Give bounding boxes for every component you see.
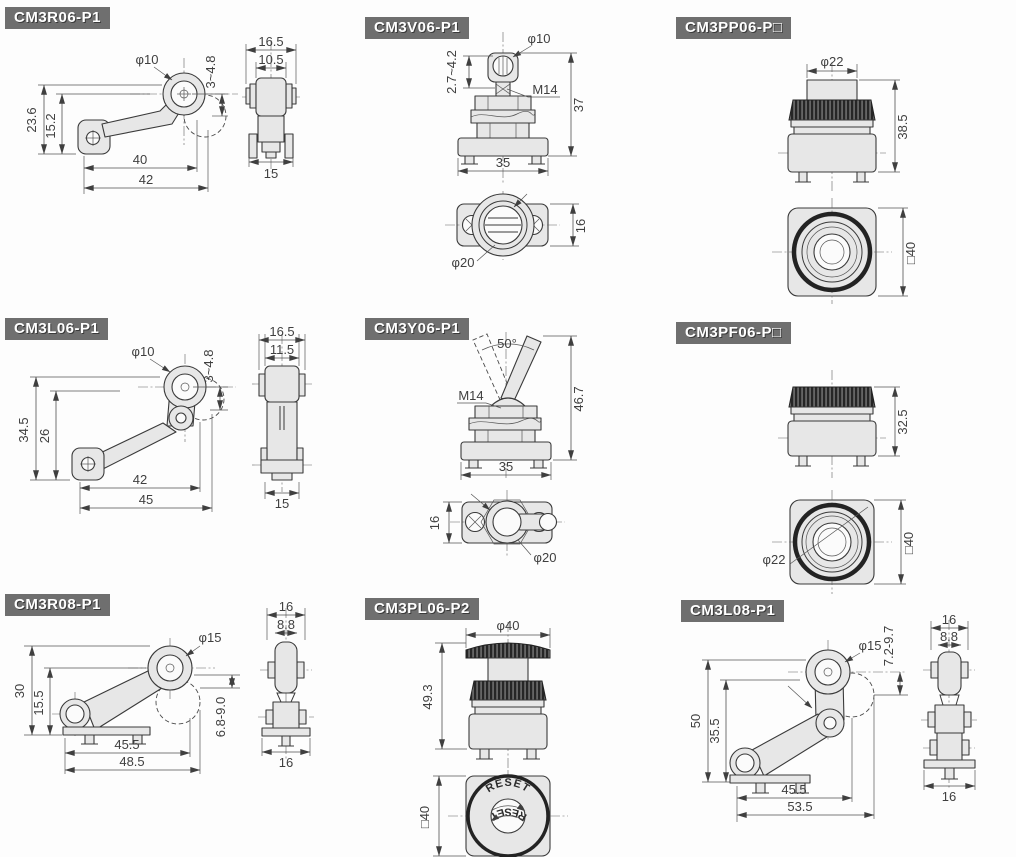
dim-label: 8.8 bbox=[939, 629, 959, 644]
dim-label: 35 bbox=[498, 459, 514, 474]
button-cap bbox=[807, 80, 857, 100]
panel-cm3l08-p1 bbox=[660, 590, 1016, 857]
body bbox=[788, 421, 876, 456]
stem bbox=[488, 658, 528, 681]
dim-label: φ15 bbox=[858, 638, 882, 653]
front-view bbox=[778, 62, 886, 192]
drawing-cm3l08-p1 bbox=[660, 590, 1016, 857]
dim-label: 42 bbox=[138, 172, 154, 187]
panel-cm3r08-p1 bbox=[0, 590, 340, 857]
mushroom-cap bbox=[466, 643, 550, 658]
dim-label: 15 bbox=[263, 166, 279, 181]
dim-label: φ10 bbox=[135, 52, 159, 67]
front-view bbox=[730, 640, 906, 793]
dim-label: 11.5 bbox=[269, 342, 295, 357]
part-label: CM3PP06-P□ bbox=[676, 17, 791, 39]
dim-label: φ22 bbox=[762, 552, 786, 567]
dim-label: 6.8-9.0 bbox=[213, 696, 228, 738]
dim-label: φ40 bbox=[496, 618, 520, 633]
part-label: CM3L08-P1 bbox=[681, 600, 784, 622]
drawing-cm3l06-p1 bbox=[0, 310, 340, 590]
dim-label: 45 bbox=[138, 492, 154, 507]
dim-label: 26 bbox=[37, 428, 52, 444]
dim-label: 35 bbox=[495, 155, 511, 170]
dim-label: 37 bbox=[571, 97, 586, 113]
drawing-cm3pl06-p2 bbox=[355, 590, 665, 857]
dim-label: 15.2 bbox=[43, 113, 58, 139]
dim-label: 45.5 bbox=[781, 782, 807, 797]
dim-label: 15 bbox=[274, 496, 290, 511]
dim-label: 50 bbox=[688, 713, 703, 729]
front-dimensions bbox=[874, 387, 910, 456]
part-label: CM3PF06-P□ bbox=[676, 322, 791, 344]
knurled-ring bbox=[789, 100, 875, 120]
dim-label: 2.7~4.2 bbox=[444, 50, 459, 94]
dim-label: □40 bbox=[417, 805, 432, 829]
panel-cm3l06-p1 bbox=[0, 310, 340, 590]
dim-label: □40 bbox=[901, 531, 916, 555]
roller-side bbox=[275, 642, 297, 693]
dim-label: 8.8 bbox=[276, 617, 296, 632]
dim-label: φ20 bbox=[533, 550, 557, 565]
dim-label: 42 bbox=[132, 472, 148, 487]
drawing-cm3pf06-p bbox=[660, 310, 1016, 595]
part-label: CM3R06-P1 bbox=[5, 7, 110, 29]
dim-label: 32.5 bbox=[895, 409, 910, 435]
drawing-cm3y06-p1 bbox=[355, 310, 665, 590]
roller-side bbox=[256, 78, 286, 116]
part-label: CM3L06-P1 bbox=[5, 318, 108, 340]
dim-label: 15.5 bbox=[31, 690, 46, 716]
bottom-view bbox=[445, 191, 560, 260]
bottom-dimensions bbox=[417, 776, 466, 856]
dim-label: 53.5 bbox=[787, 799, 813, 814]
dim-label: 16 bbox=[941, 789, 957, 804]
bottom-view bbox=[450, 490, 565, 556]
dim-label: φ22 bbox=[820, 54, 844, 69]
reset-text-top: RESET bbox=[483, 776, 533, 796]
knurled-ring bbox=[789, 387, 875, 407]
dim-label: 30 bbox=[12, 683, 27, 699]
dim-label: M14 bbox=[532, 82, 558, 97]
front-view bbox=[466, 622, 550, 770]
base-plate-side bbox=[262, 728, 310, 736]
dim-label: 16 bbox=[278, 599, 294, 614]
dim-label: 7.2-9.7 bbox=[881, 625, 896, 667]
drawing-cm3v06-p1 bbox=[355, 10, 665, 305]
dim-label: 16 bbox=[278, 755, 294, 770]
body bbox=[788, 134, 876, 172]
front-view bbox=[461, 332, 551, 478]
hex-nut bbox=[475, 96, 531, 110]
dim-label: 48.5 bbox=[119, 754, 145, 769]
front-view bbox=[52, 638, 215, 744]
knurled-ring bbox=[470, 681, 546, 700]
panel-cm3pf06-p bbox=[660, 310, 1016, 595]
dim-label: 40 bbox=[132, 152, 148, 167]
panel-cm3y06-p1 bbox=[355, 310, 665, 590]
dim-label: φ15 bbox=[198, 630, 222, 645]
base-plate bbox=[63, 727, 150, 735]
panel-cm3v06-p1 bbox=[355, 10, 665, 305]
dim-label: M14 bbox=[458, 388, 484, 403]
dim-label: φ10 bbox=[527, 31, 551, 46]
panel-cm3r06-p1 bbox=[0, 0, 340, 295]
dim-label: 16 bbox=[941, 612, 957, 627]
dim-label: 10.5 bbox=[258, 52, 284, 67]
body bbox=[469, 714, 547, 749]
dim-label: 38.5 bbox=[895, 114, 910, 140]
bottom-view bbox=[772, 490, 892, 594]
reset-text-bottom: RESET bbox=[486, 805, 530, 823]
part-label: CM3Y06-P1 bbox=[365, 318, 469, 340]
dim-label: 45.5 bbox=[114, 737, 140, 752]
dim-label: 49.3 bbox=[420, 684, 435, 710]
dim-label: 50° bbox=[497, 336, 517, 351]
dim-label: 34.5 bbox=[16, 417, 31, 443]
base-plate bbox=[458, 138, 548, 156]
dim-label: 3~4.8 bbox=[203, 55, 218, 89]
bottom-view bbox=[448, 770, 568, 857]
dim-label: φ10 bbox=[131, 344, 155, 359]
side-view bbox=[921, 620, 977, 790]
lock-washer bbox=[471, 110, 535, 123]
hex-nut bbox=[475, 406, 537, 418]
drawing-cm3r06-p1 bbox=[0, 0, 340, 295]
dim-label: φ20 bbox=[451, 255, 475, 270]
dim-label: 35.5 bbox=[707, 718, 722, 744]
part-label: CM3PL06-P2 bbox=[365, 598, 479, 620]
part-label: CM3R08-P1 bbox=[5, 594, 110, 616]
dim-label: 16 bbox=[573, 218, 588, 234]
dim-label: 16.5 bbox=[269, 324, 295, 339]
dim-label: □40 bbox=[903, 241, 918, 265]
front-dimensions bbox=[688, 626, 908, 822]
base-plate-side bbox=[924, 760, 975, 768]
bottom-view bbox=[772, 198, 892, 304]
panel-cm3pl06-p2 bbox=[355, 590, 665, 857]
front-view bbox=[778, 370, 886, 478]
drawing-cm3r08-p1 bbox=[0, 590, 340, 857]
dim-label: 16 bbox=[427, 515, 442, 531]
roller-side bbox=[938, 652, 961, 695]
base-plate bbox=[461, 442, 551, 460]
dim-label: 23.6 bbox=[24, 107, 39, 133]
dim-label: 16.5 bbox=[258, 34, 284, 49]
roller-side bbox=[265, 366, 299, 402]
dim-label: 46.7 bbox=[571, 386, 586, 412]
part-label: CM3V06-P1 bbox=[365, 17, 469, 39]
dim-label: 3~4.8 bbox=[201, 349, 216, 383]
panel-cm3pp06-p bbox=[660, 10, 1016, 305]
drawing-cm3pp06-p bbox=[660, 10, 1016, 305]
